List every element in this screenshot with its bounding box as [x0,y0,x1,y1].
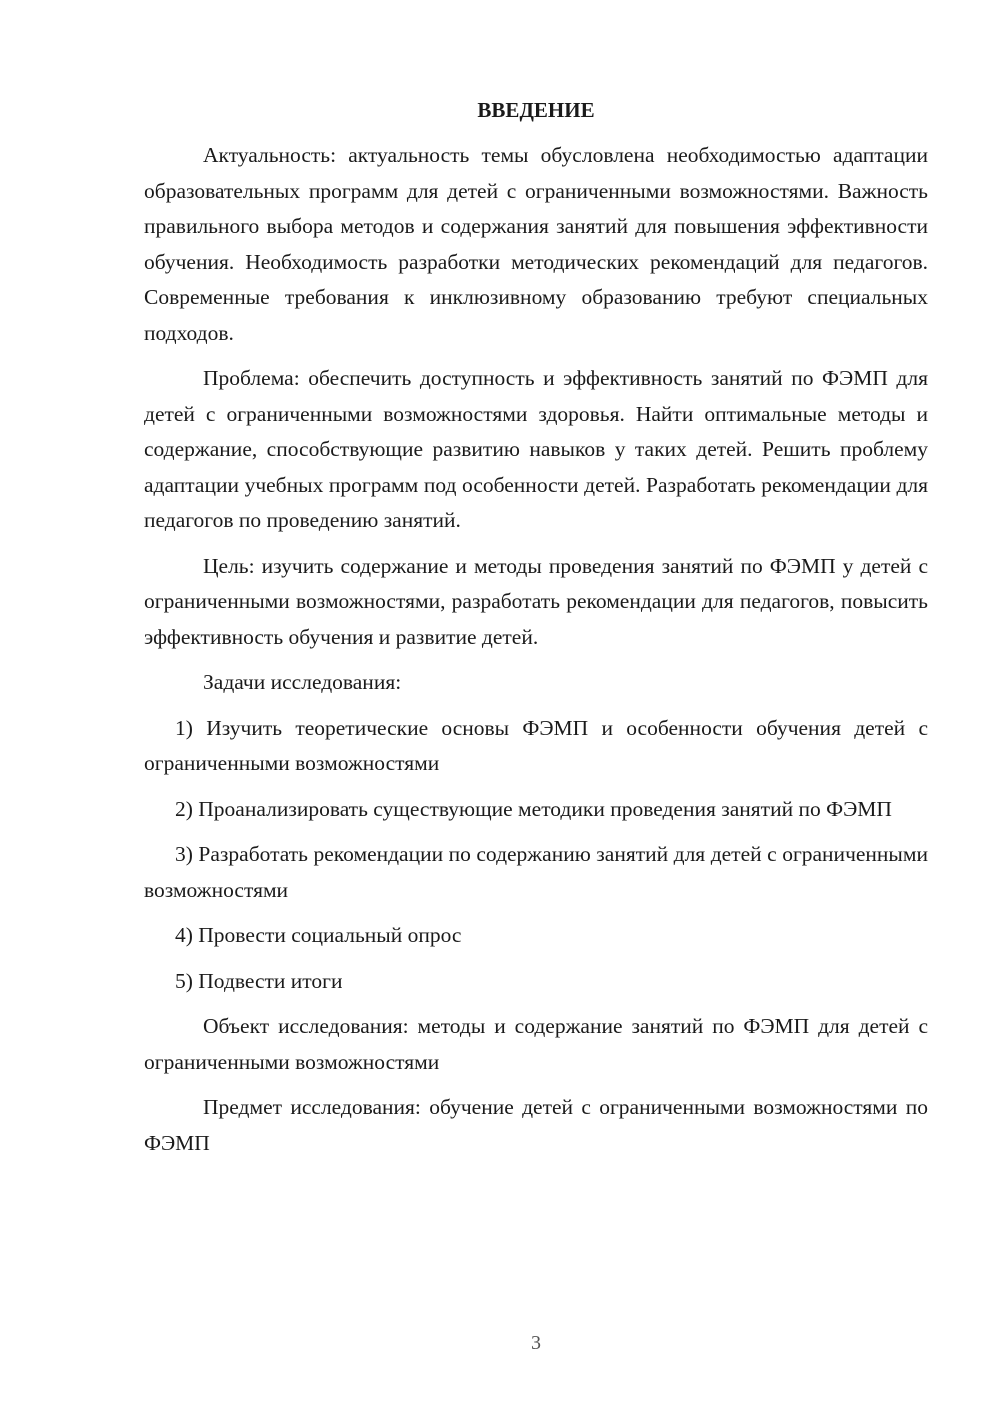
task-item-4: 4) Провести социальный опрос [175,923,462,947]
task-item-3: 3) Разработать рекомендации по содержанию занятий для детей с ограниченными возможностями [144,842,928,902]
goal-paragraph: Цель: изучить содержание и методы проведения занятий по ФЭМП у детей с ограниченными возможностями, разработать рекомендации для педагогов, повысить эффективность обучения и развитие детей. [144,553,928,649]
task-item-2: 2) Проанализировать существующие методики проведения занятий по ФЭМП [175,796,892,821]
document-page [144,92,928,1171]
task-item-5: 5) Подвести итоги [175,968,343,993]
page-number: 3 [531,1332,541,1354]
problem-paragraph: Проблема: обеспечить доступность и эффективность занятий по ФЭМП для детей с ограниченными возможностями здоровья. Найти оптимальные методы и содержание, способствующие развитию навыков у таких детей. Решить проблему адаптации учебных программ под особенности детей. Разработать рекомендации для педагогов по проведению занятий. [144,366,928,532]
tasks-heading: Задачи исследования: [203,670,402,694]
object-paragraph: Объект исследования: методы и содержание занятий по ФЭМП для детей с ограниченными возможностями [144,1014,928,1074]
relevance-paragraph: Актуальность: актуальность темы обусловлена необходимостью адаптации образовательных программ для детей с ограниченными возможностями. Важность правильного выбора методов и содержания занятий для повышения эффективности обучения. Необходимость разработки методических рекомендаций для педагогов. Современные требования к инклюзивному образованию требуют специальных подходов. [144,143,928,345]
subject-paragraph: Предмет исследования: обучение детей с ограниченными возможностями по ФЭМП [144,1095,928,1155]
task-item-1: 1) Изучить теоретические основы ФЭМП и особенности обучения детей с ограниченными возможностями [144,715,928,775]
section-title: ВВЕДЕНИЕ [477,98,595,122]
